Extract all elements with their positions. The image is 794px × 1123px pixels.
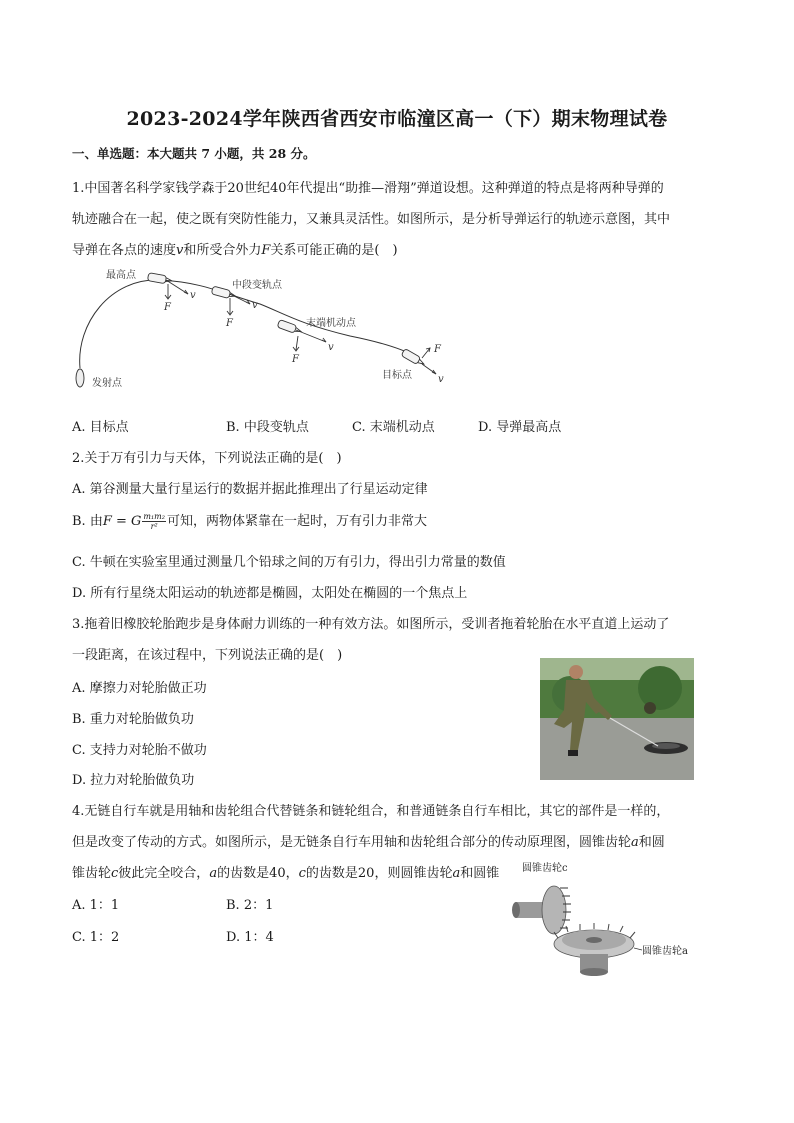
q4-option-a[interactable]: A. 1：1 xyxy=(72,898,120,913)
label-mid: 中段变轨点 xyxy=(232,280,282,291)
q1-stem-line1: 1.中国著名科学家钱学森于20世纪40年代提出“助推—滑翔”弹道设想。这种弹道的特点是将两种导弹的 xyxy=(72,181,664,196)
q1-option-c[interactable]: C. 末端机动点 xyxy=(352,420,435,435)
q1-option-a[interactable]: A. 目标点 xyxy=(72,420,129,435)
q4-stem-line3: 锥齿轮c彼此完全咬合，a的齿数是40，c的齿数是20，则圆锥齿轮a和圆锥 xyxy=(72,866,500,881)
q3-stem-line1: 3.拖着旧橡胶轮胎跑步是身体耐力训练的一种有效方法。如图所示，受训者拖着轮胎在水平直道上运动了 xyxy=(72,617,670,632)
velocity-label: v xyxy=(438,374,444,385)
label-highest: 最高点 xyxy=(106,270,136,281)
force-label: F xyxy=(164,302,171,313)
gear-c-label: 圆锥齿轮c xyxy=(522,863,568,874)
page-title: 2023-2024学年陕西省西安市临潼区高一（下）期末物理试卷 xyxy=(126,108,668,130)
q2-stem: 2.关于万有引力与天体，下列说法正确的是( ) xyxy=(72,451,342,466)
section-heading: 一、单选题：本大题共 7 小题，共 28 分。 xyxy=(72,146,316,161)
label-target: 目标点 xyxy=(382,370,412,381)
q2-option-a[interactable]: A. 第谷测量大量行星运行的数据并据此推理出了行星运动定律 xyxy=(72,482,428,497)
label-end: 末端机动点 xyxy=(306,318,356,329)
missile-trajectory-figure xyxy=(70,264,450,398)
q4-stem-line1: 4.无链自行车就是用轴和齿轮组合代替链条和链轮组合，和普通链条自行车相比，其它的部件是一样的， xyxy=(72,804,670,819)
q1-stem-line3: 导弹在各点的速度v和所受合外力F关系可能正确的是( ) xyxy=(72,243,398,258)
q3-option-d[interactable]: D. 拉力对轮胎做负功 xyxy=(72,773,195,788)
q2-option-b[interactable]: B. 由F = G $\frac{\text{m₁m₂}}{\text{r²}}$ 可知，两物体紧靠在一起时，万有引力非常大 xyxy=(72,512,427,531)
q4-option-b[interactable]: B. 2：1 xyxy=(226,898,274,913)
tire-training-photo xyxy=(540,658,694,780)
q1-option-d[interactable]: D. 导弹最高点 xyxy=(478,420,562,435)
gear-a-label: 圆锥齿轮a xyxy=(642,946,688,957)
q3-option-a[interactable]: A. 摩擦力对轮胎做正功 xyxy=(72,681,207,696)
q4-option-d[interactable]: D. 1：4 xyxy=(226,930,274,945)
q1-stem-line2: 轨迹融合在一起，使之既有突防性能力，又兼具灵活性。如图所示，是分析导弹运行的轨迹示意图，其中 xyxy=(72,212,671,227)
q3-option-c[interactable]: C. 支持力对轮胎不做功 xyxy=(72,743,207,758)
force-label: F xyxy=(292,354,299,365)
q4-option-c[interactable]: C. 1：2 xyxy=(72,930,120,945)
velocity-label: v xyxy=(252,300,258,311)
label-launch: 发射点 xyxy=(92,378,122,389)
q3-stem-line2: 一段距离，在该过程中，下列说法正确的是( ) xyxy=(72,648,343,663)
q1-option-b[interactable]: B. 中段变轨点 xyxy=(226,420,309,435)
bevel-gear-figure xyxy=(508,858,704,982)
q4-stem-line2: 但是改变了传动的方式。如图所示，是无链条自行车用轴和齿轮组合部分的传动原理图，圆锥齿轮a和圆 xyxy=(72,835,665,850)
force-label: F xyxy=(434,344,441,355)
force-label: F xyxy=(226,318,233,329)
q2-option-d[interactable]: D. 所有行星绕太阳运动的轨迹都是椭圆，太阳处在椭圆的一个焦点上 xyxy=(72,586,468,601)
q3-option-b[interactable]: B. 重力对轮胎做负功 xyxy=(72,712,194,727)
velocity-label: v xyxy=(190,290,196,301)
velocity-label: v xyxy=(328,342,334,353)
q2-option-c[interactable]: C. 牛顿在实验室里通过测量几个铅球之间的万有引力，得出引力常量的数值 xyxy=(72,555,506,570)
